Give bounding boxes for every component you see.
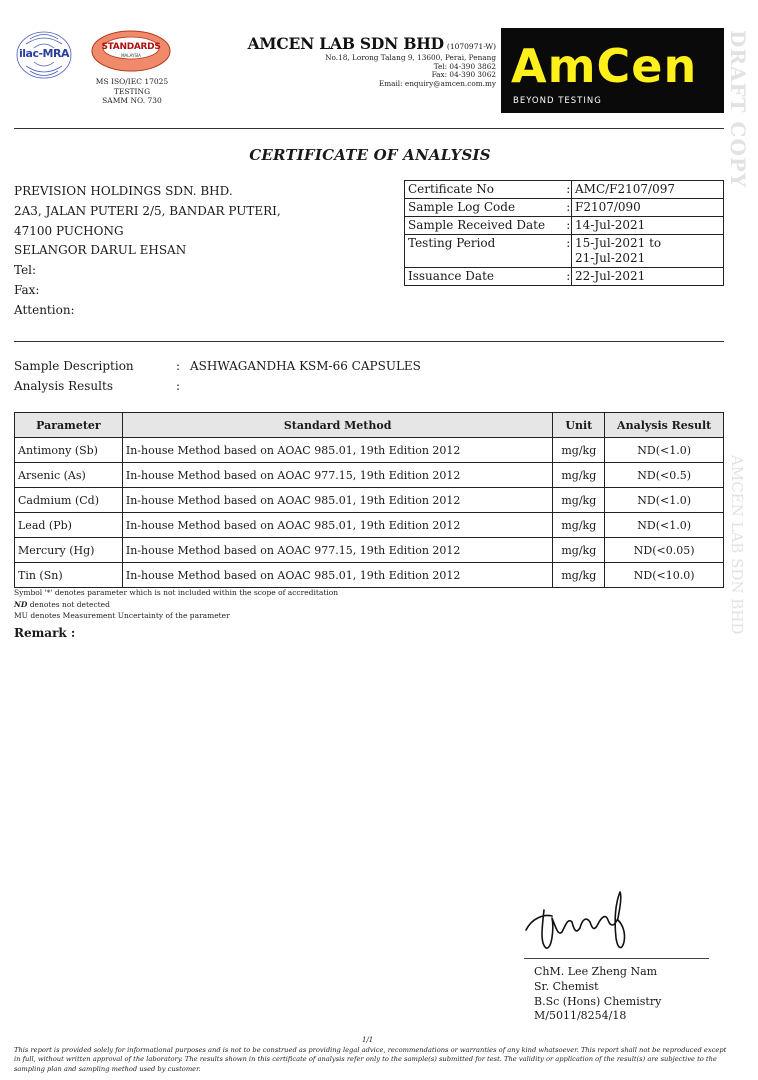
client-address-block	[14, 182, 281, 321]
cell-parameter: Cadmium (Cd)	[15, 488, 123, 513]
cell-result: ND(<0.5)	[605, 463, 724, 488]
colon: :	[176, 359, 181, 373]
cell-unit: mg/kg	[553, 513, 605, 538]
signature	[522, 888, 712, 958]
cell-result: ND(<1.0)	[605, 513, 724, 538]
info-label: Certificate No	[405, 181, 566, 199]
nd-text: denotes not detected	[27, 599, 110, 609]
cell-result: ND(<1.0)	[605, 438, 724, 463]
cell-unit: mg/kg	[553, 488, 605, 513]
analysis-results-row	[14, 376, 421, 396]
table-row	[15, 463, 724, 488]
info-row-issuance-date	[405, 268, 724, 286]
cell-method: In-house Method based on AOAC 985.01, 19th Edition 2012	[122, 488, 552, 513]
info-value: 14-Jul-2021	[572, 217, 724, 235]
page-number: 1/1	[362, 1036, 374, 1044]
table-row	[15, 513, 724, 538]
colon: :	[176, 379, 181, 393]
info-colon: :	[566, 235, 572, 268]
lab-fax: Fax: 04-390 3062	[431, 70, 496, 80]
cell-parameter: Tin (Sn)	[15, 563, 123, 588]
testing-period-start: 15-Jul-2021 to	[575, 236, 662, 250]
table-notes	[14, 587, 338, 622]
amcen-logo-word: AmCen	[511, 39, 698, 93]
cell-parameter: Mercury (Hg)	[15, 538, 123, 563]
cell-unit: mg/kg	[553, 563, 605, 588]
accreditation-line: SAMM NO. 730	[102, 96, 162, 105]
cell-method: In-house Method based on AOAC 985.01, 19th Edition 2012	[122, 563, 552, 588]
column-header-result: Analysis Result	[605, 413, 724, 438]
client-address-line: 2A3, JALAN PUTERI 2/5, BANDAR PUTERI,	[14, 203, 281, 218]
lab-name	[248, 34, 496, 53]
table-row	[15, 488, 724, 513]
client-address-line: SELANGOR DARUL EHSAN	[14, 243, 187, 258]
cell-method: In-house Method based on AOAC 985.01, 19th Edition 2012	[122, 438, 552, 463]
info-label: Testing Period	[405, 235, 566, 268]
draft-copy-watermark	[726, 30, 752, 200]
cell-result: ND(<1.0)	[605, 488, 724, 513]
info-row-sample-log-code	[405, 199, 724, 217]
analysis-results-label: Analysis Results	[14, 379, 113, 393]
lab-name-text: AMCEN LAB SDN BHD	[247, 34, 444, 53]
info-colon: :	[566, 199, 572, 217]
disclaimer: This report is provided solely for informational purposes and is not to be construed as providing legal advice, recommendations or warranties of any kind whatsoever. This report shall not be reproduced except in full, without written approval of the laboratory. The results shown in this certificate of analysis refer only to the sample(s) submitted for test. The validity or application of the result(s) are subjective to the sampling plan and sampling method used by customer.	[14, 1046, 727, 1073]
lab-registration: (1070971-W)	[446, 42, 496, 51]
draft-watermark-text: DRAFT COPY	[726, 30, 750, 189]
info-colon: :	[566, 268, 572, 286]
sample-description-row	[14, 356, 421, 376]
column-header-unit: Unit	[553, 413, 605, 438]
table-row	[15, 538, 724, 563]
client-attention: Attention:	[14, 302, 75, 317]
ilac-logo-text: ilac-MRA	[19, 47, 69, 60]
sample-block	[14, 356, 421, 396]
certificate-info-table	[404, 180, 724, 286]
info-row-certificate-no	[405, 181, 724, 199]
amcen-logo	[501, 28, 724, 113]
ilac-mra-logo	[14, 30, 74, 80]
info-value: AMC/F2107/097	[572, 181, 724, 199]
cell-unit: mg/kg	[553, 538, 605, 563]
column-header-method: Standard Method	[122, 413, 552, 438]
signature-icon	[522, 888, 712, 958]
info-label: Issuance Date	[405, 268, 566, 286]
cell-parameter: Antimony (Sb)	[15, 438, 123, 463]
cell-method: In-house Method based on AOAC 977.15, 19th Edition 2012	[122, 463, 552, 488]
testing-period-end: 21-Jul-2021	[575, 251, 646, 265]
sample-description-value: ASHWAGANDHA KSM-66 CAPSULES	[190, 359, 421, 373]
note-symbol: Symbol '*' denotes parameter which is not included within the scope of accreditation	[14, 588, 339, 597]
info-value: 22-Jul-2021	[572, 268, 724, 286]
client-address-line: 47100 PUCHONG	[14, 223, 124, 238]
table-row	[15, 563, 724, 588]
accreditation-text	[88, 77, 176, 106]
column-header-parameter: Parameter	[15, 413, 123, 438]
info-label: Sample Log Code	[405, 199, 566, 217]
analysis-results-table	[14, 412, 724, 588]
note-mu: MU denotes Measurement Uncertainty of the parameter	[14, 611, 230, 620]
cell-method: In-house Method based on AOAC 977.15, 19th Edition 2012	[122, 538, 552, 563]
info-colon: :	[566, 217, 572, 235]
cell-parameter: Arsenic (As)	[15, 463, 123, 488]
signatory-qualification: B.Sc (Hons) Chemistry	[534, 994, 662, 1008]
remark-label: Remark :	[14, 626, 76, 640]
signatory-name: ChM. Lee Zheng Nam	[534, 965, 658, 978]
cell-result: ND(<10.0)	[605, 563, 724, 588]
page-title: CERTIFICATE OF ANALYSIS	[249, 146, 491, 164]
sample-description-label: Sample Description	[14, 359, 134, 373]
accreditation-line: MS ISO/IEC 17025	[95, 77, 169, 86]
cell-result: ND(<0.05)	[605, 538, 724, 563]
info-value: F2107/090	[572, 199, 724, 217]
amcen-logo-tagline: BEYOND TESTING	[513, 96, 602, 106]
signatory-block	[534, 965, 661, 1024]
lab-address: No.18, Lorong Talang 9, 13600, Perai, Penang	[325, 53, 496, 62]
header-divider	[14, 128, 724, 129]
info-colon: :	[566, 181, 572, 199]
signature-line	[524, 958, 709, 959]
client-name: PREVISION HOLDINGS SDN. BHD.	[14, 184, 233, 198]
table-row	[15, 438, 724, 463]
cell-unit: mg/kg	[553, 438, 605, 463]
lab-contact	[325, 54, 496, 88]
lab-tel: Tel: 04-390 3862	[433, 61, 496, 71]
signatory-registration: M/5011/8254/18	[534, 1009, 627, 1023]
table-header-row	[15, 413, 724, 438]
client-tel: Tel:	[14, 263, 37, 278]
info-value	[572, 235, 724, 268]
cell-unit: mg/kg	[553, 463, 605, 488]
accreditation-line: TESTING	[113, 86, 151, 96]
client-fax: Fax:	[14, 282, 40, 297]
standards-logo-text: STANDARDS	[101, 42, 161, 52]
standards-logo-sub: MALAYSIA	[121, 53, 141, 58]
signatory-position: Sr. Chemist	[534, 979, 599, 993]
nd-abbreviation: ND	[14, 599, 28, 609]
note-nd	[14, 599, 338, 611]
cell-method: In-house Method based on AOAC 985.01, 19th Edition 2012	[122, 513, 552, 538]
info-row-testing-period	[405, 235, 724, 268]
cell-parameter: Lead (Pb)	[15, 513, 123, 538]
lab-name-watermark	[728, 455, 750, 645]
section-divider	[14, 341, 724, 342]
info-label: Sample Received Date	[405, 217, 566, 235]
info-row-sample-received-date	[405, 217, 724, 235]
standards-malaysia-logo	[91, 30, 171, 72]
lab-email: Email: enquiry@amcen.com.my	[378, 78, 496, 88]
side-watermark-text: AMCEN LAB SDN BHD	[728, 455, 746, 635]
